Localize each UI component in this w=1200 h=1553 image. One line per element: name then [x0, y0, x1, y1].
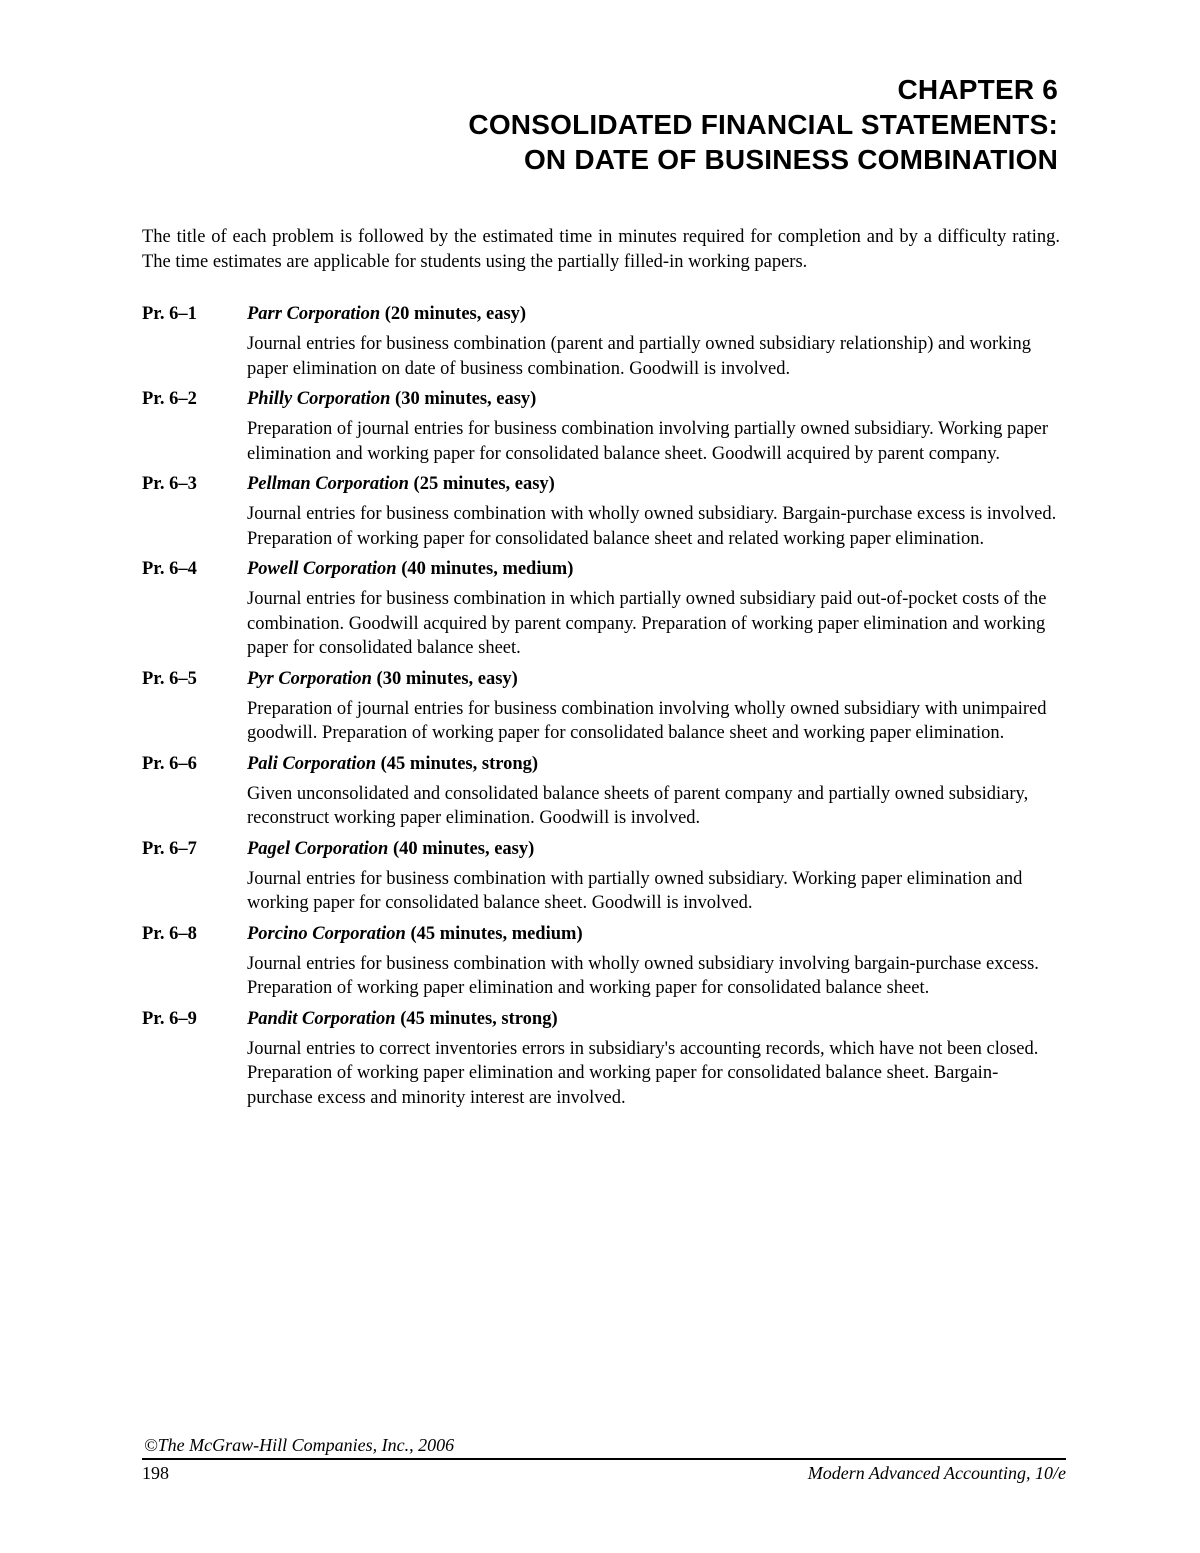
problem-title-row — [142, 1007, 1060, 1032]
problem-title-row — [142, 557, 1060, 582]
problem-rating: (30 minutes, easy) — [376, 668, 518, 689]
problem-item — [142, 557, 1060, 661]
problem-number: Pr. 6–8 — [142, 923, 197, 944]
problem-number: Pr. 6–7 — [142, 838, 197, 859]
footer-divider — [142, 1458, 1066, 1460]
problem-rating: (45 minutes, medium) — [410, 923, 583, 944]
problem-item — [142, 667, 1060, 746]
problem-description: Journal entries for business combination with wholly owned subsidiary involving bargain-purchase excess. Preparation of working paper elimination and working paper for consolidated balance sheet. — [247, 953, 1039, 998]
book-title: Modern Advanced Accounting, 10/e — [807, 1463, 1066, 1483]
problem-description: Journal entries for business combination (parent and partially owned subsidiary relationship) and working paper elimination on date of business combination. Goodwill is involved. — [247, 334, 1032, 379]
chapter-number: CHAPTER 6 — [897, 74, 1058, 105]
problem-description: Preparation of journal entries for business combination involving partially owned subsidiary. Working paper elimination and working paper for consolidated balance sheet. Goodwill acquired by parent company. — [247, 419, 1049, 464]
problem-rating: (20 minutes, easy) — [384, 304, 527, 324]
problem-rating: (25 minutes, easy) — [413, 474, 555, 494]
problem-description: Journal entries for business combination with wholly owned subsidiary. Bargain-purchase excess is involved. Preparation of working paper for consolidated balance sheet and related working paper elimination. — [247, 504, 1057, 549]
problem-name: Pyr Corporation — [247, 668, 372, 689]
problem-description: Journal entries to correct inventories errors in subsidiary's accounting records, which have not been closed. Preparation of working paper elimination and working paper for consolidated balance sheet. Bargain-purchase excess and minority interest are involved. — [247, 1038, 1039, 1108]
problem-number: Pr. 6–1 — [142, 304, 197, 324]
problem-description: Journal entries for business combination with partially owned subsidiary. Working paper elimination and working paper for consolidated balance sheet. Goodwill is involved. — [247, 868, 1023, 913]
problem-number: Pr. 6–4 — [142, 559, 197, 579]
problem-title-row — [142, 922, 1060, 947]
problem-item — [142, 837, 1060, 916]
footer-row — [142, 1461, 1066, 1485]
intro-paragraph: The title of each problem is followed by the estimated time in minutes required for completion and by a difficulty rating. The time estimates are applicable for students using the partially filled-in working papers. — [142, 227, 1060, 272]
problem-name: Pagel Corporation — [247, 838, 389, 859]
chapter-title-line-1: CONSOLIDATED FINANCIAL STATEMENTS: — [468, 109, 1058, 140]
problem-description: Preparation of journal entries for business combination involving wholly owned subsidiary with unimpaired goodwill. Preparation of working paper for consolidated balance sheet and working paper elimination. — [247, 698, 1047, 743]
problem-title-row — [142, 837, 1060, 862]
problem-rating: (45 minutes, strong) — [380, 753, 539, 774]
page-footer — [142, 1433, 1066, 1485]
problem-title-row — [142, 752, 1060, 777]
problem-rating: (45 minutes, strong) — [400, 1008, 558, 1029]
problem-item — [142, 302, 1060, 381]
problem-name: Pandit Corporation — [247, 1008, 396, 1029]
problem-item — [142, 387, 1060, 466]
problem-name: Pali Corporation — [247, 753, 377, 774]
problem-list — [142, 302, 1060, 1116]
problem-rating: (40 minutes, easy) — [392, 838, 535, 859]
problem-name: Powell Corporation — [247, 559, 397, 579]
problem-name: Porcino Corporation — [247, 923, 406, 944]
problem-title-row — [142, 667, 1060, 692]
problem-number: Pr. 6–5 — [142, 668, 197, 689]
problem-name: Pellman Corporation — [247, 474, 409, 494]
copyright-notice: ©The McGraw-Hill Companies, Inc., 2006 — [144, 1435, 455, 1455]
problem-item — [142, 472, 1060, 551]
problem-item — [142, 752, 1060, 831]
chapter-heading — [468, 72, 1058, 177]
problem-name: Philly Corporation — [247, 389, 391, 409]
problem-number: Pr. 6–6 — [142, 753, 197, 774]
problem-number: Pr. 6–2 — [142, 389, 197, 409]
chapter-title-line-2: ON DATE OF BUSINESS COMBINATION — [523, 144, 1058, 175]
problem-number: Pr. 6–3 — [142, 474, 197, 494]
problem-rating: (40 minutes, medium) — [401, 559, 574, 579]
problem-name: Parr Corporation — [247, 304, 381, 324]
problem-title-row — [142, 302, 1060, 327]
problem-title-row — [142, 472, 1060, 497]
problem-title-row — [142, 387, 1060, 412]
problem-item — [142, 1007, 1060, 1111]
problem-description: Journal entries for business combination in which partially owned subsidiary paid out-of-pocket costs of the combination. Goodwill acquired by parent company. Preparation of working paper elimination and working paper for consolidated balance sheet. — [247, 589, 1047, 658]
problem-number: Pr. 6–9 — [142, 1008, 197, 1029]
problem-rating: (30 minutes, easy) — [395, 389, 537, 409]
problem-item — [142, 922, 1060, 1001]
page-number: 198 — [142, 1463, 169, 1483]
problem-description: Given unconsolidated and consolidated balance sheets of parent company and partially owned subsidiary, reconstruct working paper elimination. Goodwill is involved. — [247, 783, 1029, 828]
